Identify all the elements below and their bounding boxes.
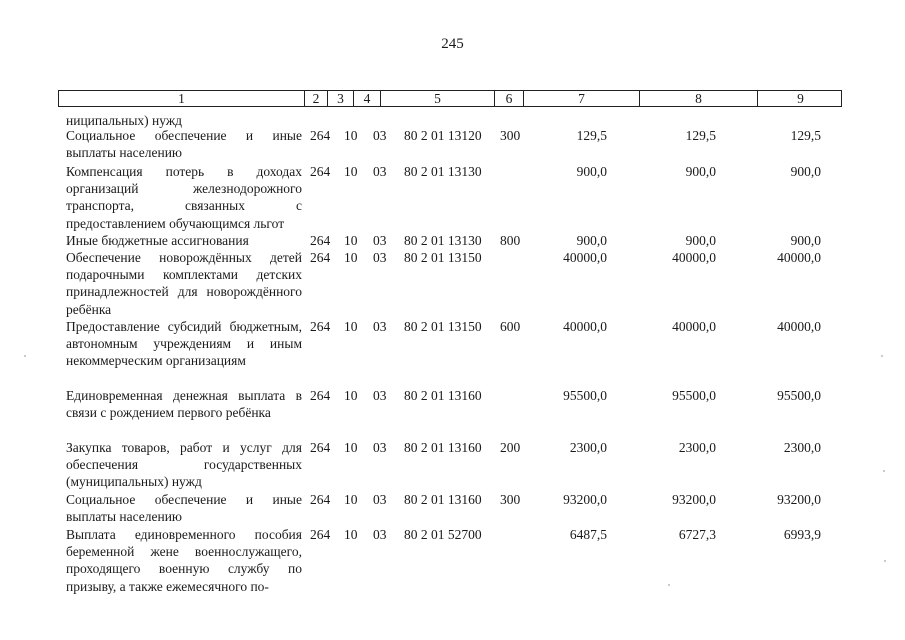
row-item: 80 2 01 52700 — [404, 527, 482, 542]
row-value-2: 129,5 — [685, 128, 716, 143]
row-code: 264 — [310, 128, 331, 143]
row-type: 600 — [500, 319, 521, 334]
row-value-3: 129,5 — [790, 128, 821, 143]
row-value-1: 900,0 — [576, 164, 607, 179]
scan-speck — [24, 355, 26, 357]
row-value-3: 6993,9 — [783, 527, 821, 542]
row-type: 300 — [500, 128, 521, 143]
row-name: Единовременная денежная выплата в связи с рождением первого ребёнка — [66, 388, 302, 421]
row-name: Выплата единовременного пособия беременной жене военнослужащего, проходящего военную службу по призыву, а также ежемесячного по- — [66, 527, 302, 594]
row-value-3: 93200,0 — [777, 492, 821, 507]
row-item: 80 2 01 13130 — [404, 233, 482, 248]
row-subsection: 03 — [373, 250, 387, 265]
row-value-2: 900,0 — [685, 233, 716, 248]
row-item: 80 2 01 13160 — [404, 440, 482, 455]
row-item: 80 2 01 13160 — [404, 492, 482, 507]
row-code: 264 — [310, 388, 331, 403]
header-col-4: 4 — [353, 91, 380, 106]
row-type: 200 — [500, 440, 521, 455]
header-col-2: 2 — [304, 91, 327, 106]
row-section: 10 — [344, 388, 358, 403]
row-section: 10 — [344, 319, 358, 334]
row-value-2: 40000,0 — [672, 319, 716, 334]
row-section: 10 — [344, 164, 358, 179]
row-value-2: 95500,0 — [672, 388, 716, 403]
row-code: 264 — [310, 250, 331, 265]
row-item: 80 2 01 13130 — [404, 164, 482, 179]
header-col-5: 5 — [380, 91, 494, 106]
row-name: Иные бюджетные ассигнования — [66, 233, 249, 248]
row-value-3: 40000,0 — [777, 250, 821, 265]
row-code: 264 — [310, 527, 331, 542]
row-name: Компенсация потерь в доходах организаций железнодорожного транспорта, связанных с предоставлением обучающимся льгот — [66, 164, 302, 231]
row-subsection: 03 — [373, 164, 387, 179]
header-col-1: 1 — [178, 91, 185, 106]
header-col-6: 6 — [494, 91, 523, 106]
row-value-1: 6487,5 — [569, 527, 607, 542]
row-name: Обеспечение новорождённых детей подарочными комплектами детских принадлежностей для новорождённого ребёнка — [66, 250, 302, 317]
row-subsection: 03 — [373, 440, 387, 455]
row-value-3: 95500,0 — [777, 388, 821, 403]
row-section: 10 — [344, 233, 358, 248]
row-subsection: 03 — [373, 492, 387, 507]
row-value-1: 40000,0 — [563, 250, 607, 265]
scan-speck — [883, 470, 885, 472]
row-value-1: 900,0 — [576, 233, 607, 248]
row-code: 264 — [310, 440, 331, 455]
row-subsection: 03 — [373, 233, 387, 248]
row-value-2: 6727,3 — [678, 527, 716, 542]
row-value-2: 2300,0 — [678, 440, 716, 455]
row-code: 264 — [310, 233, 331, 248]
row-item: 80 2 01 13120 — [404, 128, 482, 143]
row-subsection: 03 — [373, 388, 387, 403]
row-section: 10 — [344, 492, 358, 507]
row-section: 10 — [344, 128, 358, 143]
header-col-3: 3 — [327, 91, 353, 106]
row-value-3: 900,0 — [790, 164, 821, 179]
table-header — [58, 90, 842, 107]
row-value-1: 129,5 — [576, 128, 607, 143]
row-code: 264 — [310, 164, 331, 179]
row-type: 800 — [500, 233, 521, 248]
row-value-1: 93200,0 — [563, 492, 607, 507]
scan-speck — [881, 355, 883, 357]
row-code: 264 — [310, 492, 331, 507]
row-name: Социальное обеспечение и иные выплаты населению — [66, 128, 302, 161]
row-subsection: 03 — [373, 128, 387, 143]
row-section: 10 — [344, 250, 358, 265]
continuation-text: ниципальных) нужд — [66, 113, 183, 128]
page-number: 245 — [441, 36, 464, 52]
row-value-3: 2300,0 — [783, 440, 821, 455]
row-value-3: 40000,0 — [777, 319, 821, 334]
row-name: Закупка товаров, работ и услуг для обеспечения государственных (муниципальных) нужд — [66, 440, 302, 490]
scan-speck — [668, 584, 670, 586]
row-value-1: 40000,0 — [563, 319, 607, 334]
header-col-8: 8 — [639, 91, 757, 106]
row-value-2: 900,0 — [685, 164, 716, 179]
row-subsection: 03 — [373, 527, 387, 542]
row-name: Предоставление субсидий бюджетным, автономным учреждениям и иным некоммерческим организациям — [66, 319, 302, 369]
row-section: 10 — [344, 527, 358, 542]
row-value-1: 95500,0 — [563, 388, 607, 403]
row-name: Социальное обеспечение и иные выплаты населению — [66, 492, 302, 525]
row-value-2: 93200,0 — [672, 492, 716, 507]
row-code: 264 — [310, 319, 331, 334]
row-value-1: 2300,0 — [569, 440, 607, 455]
row-item: 80 2 01 13160 — [404, 388, 482, 403]
header-col-9: 9 — [757, 91, 843, 106]
row-item: 80 2 01 13150 — [404, 319, 482, 334]
row-value-3: 900,0 — [790, 233, 821, 248]
row-item: 80 2 01 13150 — [404, 250, 482, 265]
row-section: 10 — [344, 440, 358, 455]
row-subsection: 03 — [373, 319, 387, 334]
row-value-2: 40000,0 — [672, 250, 716, 265]
header-col-7: 7 — [523, 91, 639, 106]
row-type: 300 — [500, 492, 521, 507]
scan-speck — [884, 560, 886, 562]
